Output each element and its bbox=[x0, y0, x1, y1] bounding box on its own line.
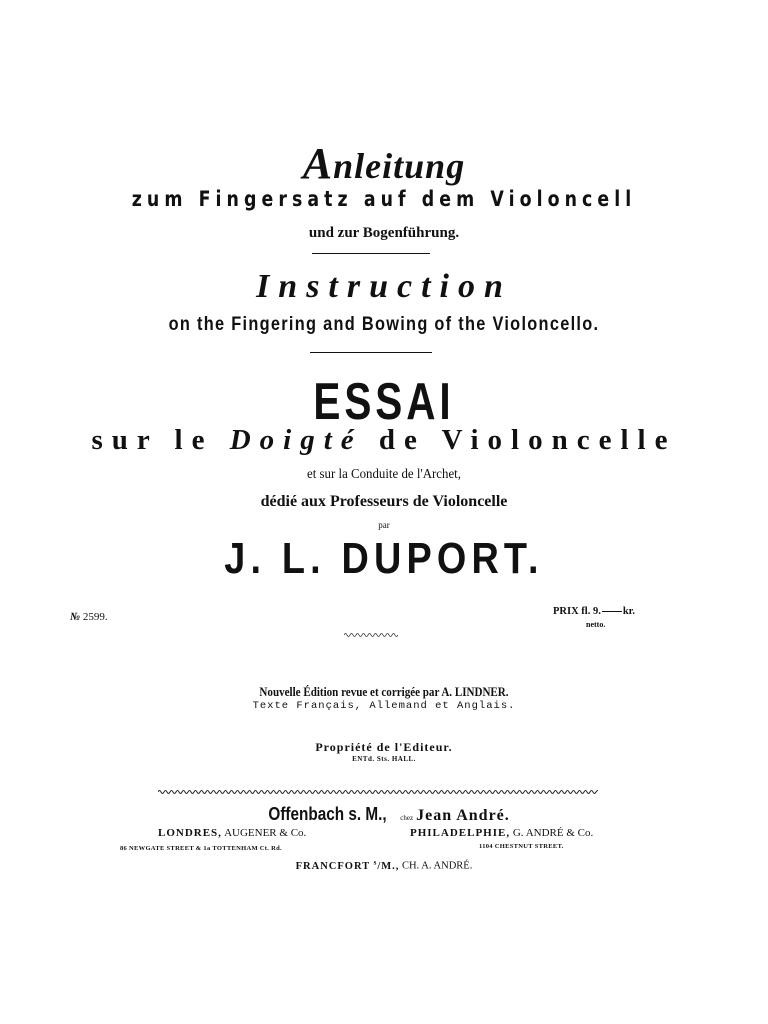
frankfurt-agent bbox=[0, 858, 768, 872]
german-title-initial: A bbox=[302, 139, 334, 188]
plate-number bbox=[70, 611, 108, 623]
london-city: LONDRES, bbox=[158, 827, 222, 839]
ornament-wavy-rule-long bbox=[158, 788, 598, 796]
ornament-wavy-rule bbox=[344, 632, 398, 638]
frankfurt-sup: s bbox=[373, 858, 378, 866]
price-prefix: PRIX fl. 9. bbox=[553, 606, 601, 617]
divider-rule-2 bbox=[310, 352, 432, 353]
frankfurt-city-rest: /M., bbox=[377, 860, 400, 872]
publisher-name: Jean André. bbox=[416, 807, 510, 824]
philadelphia-city: PHILADELPHIE, bbox=[410, 827, 511, 839]
dedication: dédié aux Professeurs de Violoncelle bbox=[260, 493, 508, 510]
london-agent bbox=[158, 827, 306, 839]
london-address: 86 NEWGATE STREET & 1a TOTTENHAM Ct. Rd. bbox=[120, 845, 282, 852]
french-subtitle-b: Doigté bbox=[229, 424, 363, 456]
english-title: Instruction bbox=[256, 268, 512, 305]
french-title: ESSAI bbox=[313, 373, 455, 431]
price-note: netto. bbox=[586, 620, 606, 629]
french-subtitle-a: sur le bbox=[91, 424, 230, 456]
price-blank-line bbox=[602, 611, 622, 612]
frankfurt-agent-name: CH. A. ANDRÉ. bbox=[402, 860, 473, 872]
german-title-rest: nleitung bbox=[333, 146, 466, 186]
par-label: par bbox=[378, 520, 390, 530]
frankfurt-city-name: FRANCFORT bbox=[295, 860, 374, 872]
publisher-chez: chez bbox=[400, 814, 414, 822]
price-suffix: kr. bbox=[622, 606, 636, 617]
german-subtitle-2: und zur Bogenführung. bbox=[308, 225, 460, 241]
publisher-line bbox=[0, 804, 768, 825]
entered-note: ENTd. Sts. HALL. bbox=[352, 755, 416, 763]
edition-note: Nouvelle Édition revue et corrigée par A. LINDNER. bbox=[259, 684, 509, 699]
price bbox=[553, 606, 635, 617]
french-subtitle bbox=[0, 424, 768, 457]
languages-note: Texte Français, Allemand et Anglais. bbox=[252, 700, 516, 712]
german-subtitle: zum Fingersatz auf dem Violoncell bbox=[131, 187, 637, 211]
philadelphia-agent bbox=[410, 827, 593, 839]
property-note: Propriété de l'Editeur. bbox=[315, 740, 453, 754]
divider-rule-1 bbox=[312, 253, 430, 254]
numero-symbol: № bbox=[70, 611, 81, 623]
french-subtitle-2: et sur la Conduite de l'Archet, bbox=[307, 467, 461, 482]
publisher-city: Offenbach s. M., bbox=[268, 804, 387, 824]
author-name: J. L. DUPORT. bbox=[224, 534, 544, 583]
german-title bbox=[0, 138, 768, 189]
french-subtitle-c: de Violoncelle bbox=[362, 424, 677, 456]
philadelphia-address: 1104 CHESTNUT STREET. bbox=[479, 843, 564, 850]
frankfurt-city bbox=[295, 858, 400, 872]
plate-number-value: 2599. bbox=[82, 611, 108, 623]
philadelphia-agent-name: G. ANDRÉ & Co. bbox=[512, 827, 594, 839]
london-agent-name: AUGENER & Co. bbox=[224, 827, 307, 839]
english-subtitle: on the Fingering and Bowing of the Violoncello. bbox=[168, 314, 600, 335]
